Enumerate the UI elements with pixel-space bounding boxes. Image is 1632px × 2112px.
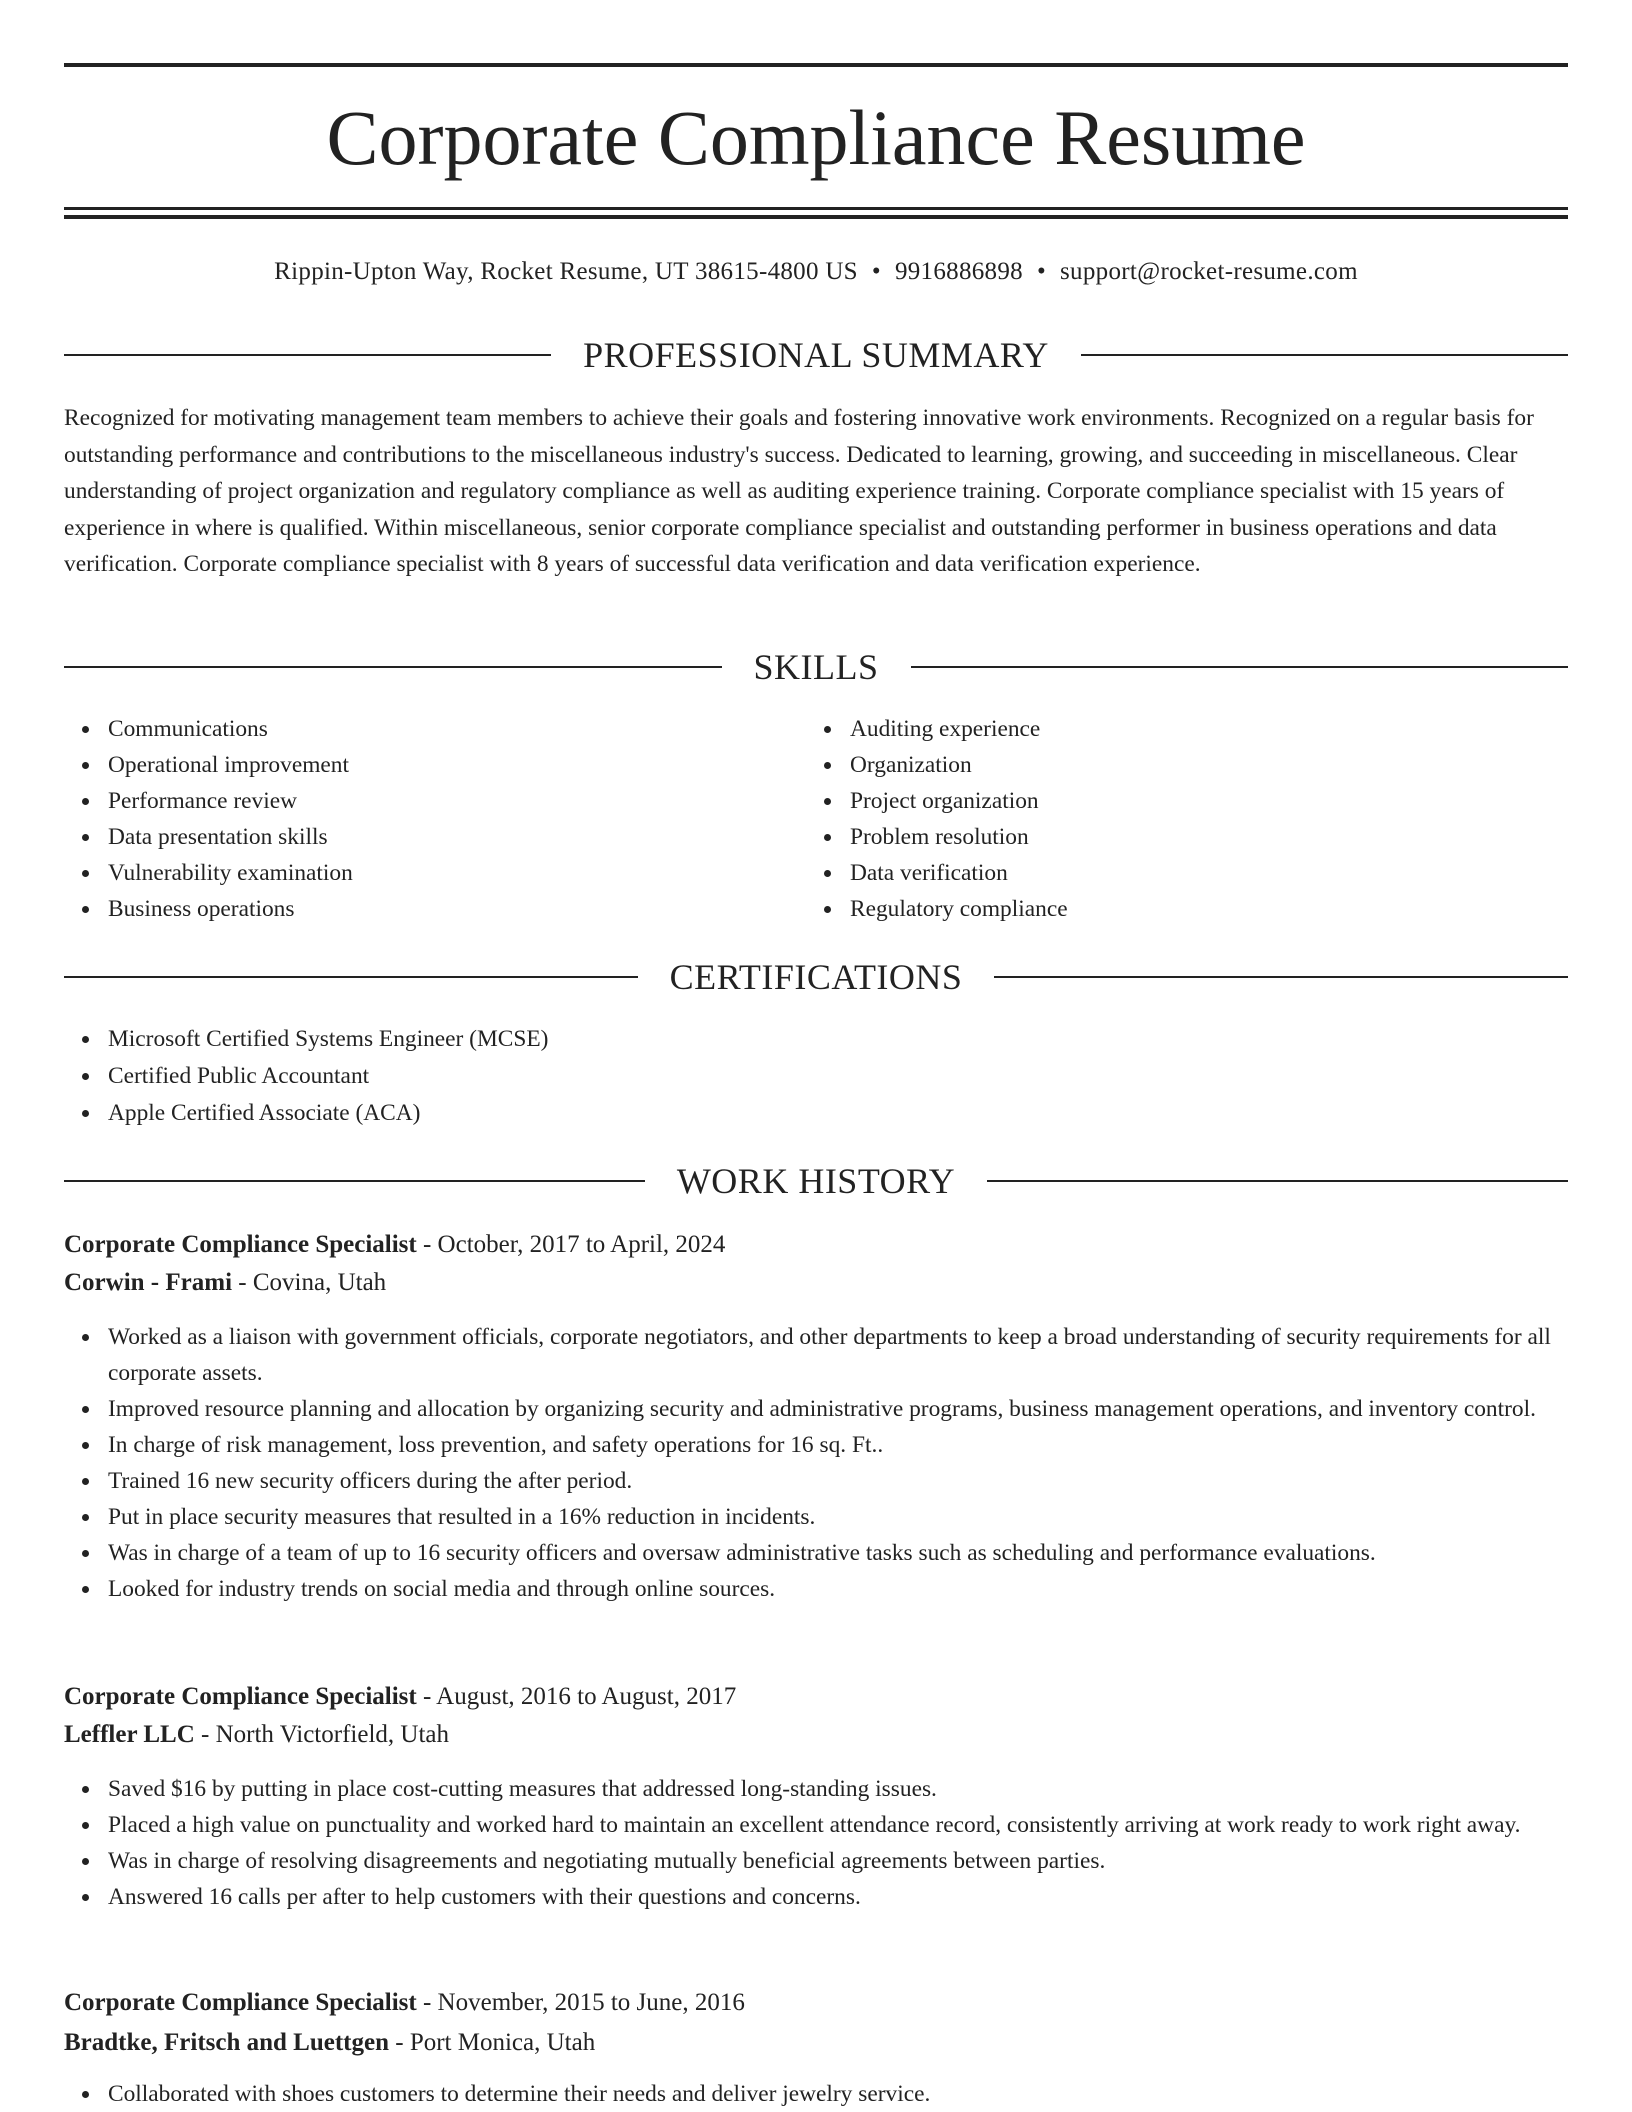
skill-item: Vulnerability examination — [108, 855, 808, 891]
job-bullet: In charge of risk management, loss prevention, and safety operations for 16 sq. Ft.. — [108, 1427, 1568, 1463]
work-history-heading-label: WORK HISTORY — [676, 1161, 956, 1201]
job-bullets — [64, 2076, 1568, 2112]
contact-address: Rippin-Upton Way, Rocket Resume, UT 38615-4800 US — [274, 258, 858, 285]
job-dates: - October, 2017 to April, 2024 — [416, 1231, 726, 1258]
job-location: - Covina, Utah — [232, 1269, 387, 1296]
contact-separator: • — [871, 258, 881, 285]
skill-item: Regulatory compliance — [850, 891, 1550, 927]
job-bullet: Saved $16 by putting in place cost-cutting measures that addressed long-standing issues. — [108, 1771, 1568, 1807]
job-bullet: Answered 16 calls per after to help customers with their questions and concerns. — [108, 1879, 1568, 1915]
job-title-line — [64, 1226, 1568, 1264]
contact-separator: • — [1036, 258, 1047, 285]
job-company-line — [64, 1264, 1568, 1302]
job-bullet: Was in charge of a team of up to 16 security officers and oversaw administrative tasks such as scheduling and performance evaluations. — [108, 1535, 1568, 1571]
job-title: Corporate Compliance Specialist — [64, 1989, 417, 2016]
job-title: Corporate Compliance Specialist — [64, 1683, 417, 1710]
skills-heading-label: SKILLS — [753, 647, 879, 687]
skills-heading — [64, 645, 1568, 689]
summary-heading — [64, 333, 1568, 377]
certifications-heading-label: CERTIFICATIONS — [669, 957, 963, 997]
job-bullet: Put in place security measures that resulted in a 16% reduction in incidents. — [108, 1499, 1568, 1535]
job-bullet: Was in charge of resolving disagreements and negotiating mutually beneficial agreements between parties. — [108, 1843, 1568, 1879]
job-bullet: Collaborated with shoes customers to determine their needs and deliver jewelry service. — [108, 2076, 1568, 2112]
job-bullet: Worked as a liaison with government officials, corporate negotiators, and other departments to keep a broad understanding of security requirements for all corporate assets. — [108, 1319, 1568, 1391]
job-company: Bradtke, Fritsch and Luettgen — [64, 2029, 389, 2056]
work-history-heading — [64, 1159, 1568, 1203]
job-bullet: Placed a high value on punctuality and worked hard to maintain an excellent attendance record, consistently arriving at work ready to work right away. — [108, 1807, 1568, 1843]
job-company: Leffler LLC — [64, 1721, 195, 1748]
job-company-line — [64, 1716, 1568, 1754]
summary-heading-label: PROFESSIONAL SUMMARY — [583, 335, 1049, 375]
heading-rule-right — [911, 666, 1569, 668]
job-dates: - November, 2015 to June, 2016 — [416, 1989, 745, 2016]
heading-rule-right — [1081, 354, 1568, 356]
contact-email: support@rocket-resume.com — [1060, 258, 1358, 285]
certification-item: Apple Certified Associate (ACA) — [108, 1095, 1568, 1132]
skill-item: Performance review — [108, 783, 808, 819]
skill-item: Problem resolution — [850, 819, 1550, 855]
heading-rule-right — [987, 1180, 1568, 1182]
job-company-line — [64, 2024, 1568, 2062]
skill-item: Business operations — [108, 891, 808, 927]
heading-rule-left — [64, 976, 638, 978]
summary-text: Recognized for motivating management team members to achieve their goals and fostering innovative work environments. Recognized on a regular basis for outstanding performance and contributions to the miscellaneous industry's success. Dedicated to learning, growing, and succeeding in miscellaneous. Clear understanding of project organization and regulatory compliance as well as auditing experience training. Corporate compliance specialist with 15 years of experience in where is qualified. Within miscellaneous, senior corporate compliance specialist and outstanding performer in business operations and data verification. Corporate compliance specialist with 8 years of successful data verification and data verification experience. — [64, 405, 1534, 577]
job-title-line — [64, 1984, 1568, 2022]
skill-item: Communications — [108, 711, 808, 747]
skill-item: Data presentation skills — [108, 819, 808, 855]
job-bullet: Trained 16 new security officers during the after period. — [108, 1463, 1568, 1499]
certifications-heading — [64, 955, 1568, 999]
skills-list-right — [806, 711, 1550, 927]
heading-rule-left — [64, 1180, 645, 1182]
top-rule — [64, 63, 1568, 67]
job-company: Corwin - Frami — [64, 1269, 233, 1296]
skills-list-left — [64, 711, 808, 927]
skill-item: Project organization — [850, 783, 1550, 819]
certifications-list — [64, 1021, 1568, 1132]
contact-phone: 9916886898 — [894, 258, 1023, 285]
skill-item: Operational improvement — [108, 747, 808, 783]
title-rule-upper — [64, 207, 1568, 210]
job-location: - North Victorfield, Utah — [194, 1721, 449, 1748]
certification-item: Microsoft Certified Systems Engineer (MCSE) — [108, 1021, 1568, 1058]
contact-line — [64, 254, 1568, 290]
job-location: - Port Monica, Utah — [389, 2029, 596, 2056]
resume-title: Corporate Compliance Resume — [326, 94, 1306, 181]
title-rule-lower — [64, 215, 1568, 219]
job-bullet: Improved resource planning and allocation by organizing security and administrative programs, business management operations, and inventory control. — [108, 1391, 1568, 1427]
job-title-line — [64, 1678, 1568, 1716]
job-bullets — [64, 1771, 1568, 1915]
certification-item: Certified Public Accountant — [108, 1058, 1568, 1095]
heading-rule-left — [64, 354, 551, 356]
job-bullet: Looked for industry trends on social media and through online sources. — [108, 1571, 1568, 1607]
job-bullets — [64, 1319, 1568, 1607]
skill-item: Data verification — [850, 855, 1550, 891]
job-dates: - August, 2016 to August, 2017 — [416, 1683, 737, 1710]
job-title: Corporate Compliance Specialist — [64, 1231, 417, 1258]
skill-item: Auditing experience — [850, 711, 1550, 747]
heading-rule-right — [994, 976, 1568, 978]
skill-item: Organization — [850, 747, 1550, 783]
heading-rule-left — [64, 666, 722, 668]
